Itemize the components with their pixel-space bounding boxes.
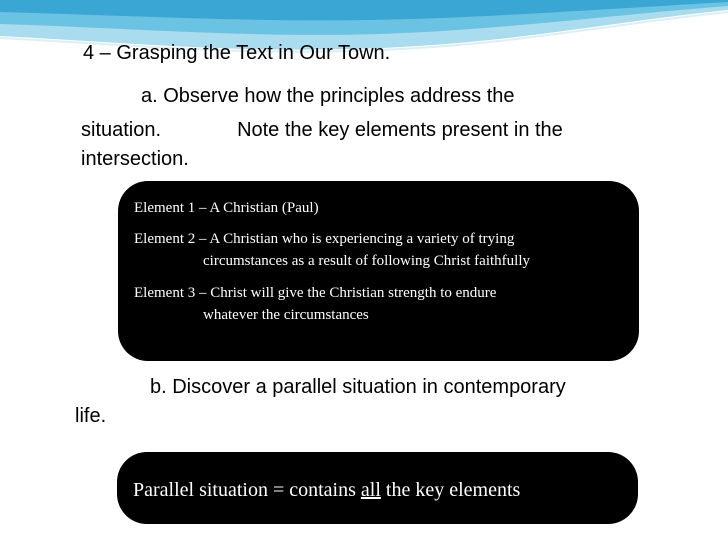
step-a-line-2-left: situation. bbox=[81, 119, 162, 141]
step-a-line-2 bbox=[81, 115, 563, 145]
element-1-text: Element 1 – A Christian (Paul) bbox=[134, 200, 319, 216]
slide-heading: 4 – Grasping the Text in Our Town. bbox=[83, 42, 391, 64]
element-2-text-continued: circumstances as a result of following Christ faithfully bbox=[203, 253, 531, 269]
step-a-line-2-right: Note the key elements present in the bbox=[237, 119, 563, 141]
parallel-prefix: Parallel situation = contains bbox=[133, 479, 361, 501]
element-2-text: Element 2 – A Christian who is experiencing a variety of trying bbox=[134, 231, 515, 247]
step-a-line-1: a. Observe how the principles address the bbox=[141, 85, 515, 107]
element-3-text-continued: whatever the circumstances bbox=[203, 307, 369, 323]
step-a-line-3: intersection. bbox=[81, 148, 189, 170]
element-3-text: Element 3 – Christ will give the Christian strength to endure bbox=[134, 285, 497, 301]
step-b-line-1: b. Discover a parallel situation in contemporary bbox=[150, 376, 566, 398]
parallel-suffix: the key elements bbox=[380, 479, 521, 501]
parallel-situation-text bbox=[133, 477, 520, 503]
step-b-line-2: life. bbox=[75, 405, 107, 427]
parallel-emphasis: all bbox=[360, 479, 381, 501]
